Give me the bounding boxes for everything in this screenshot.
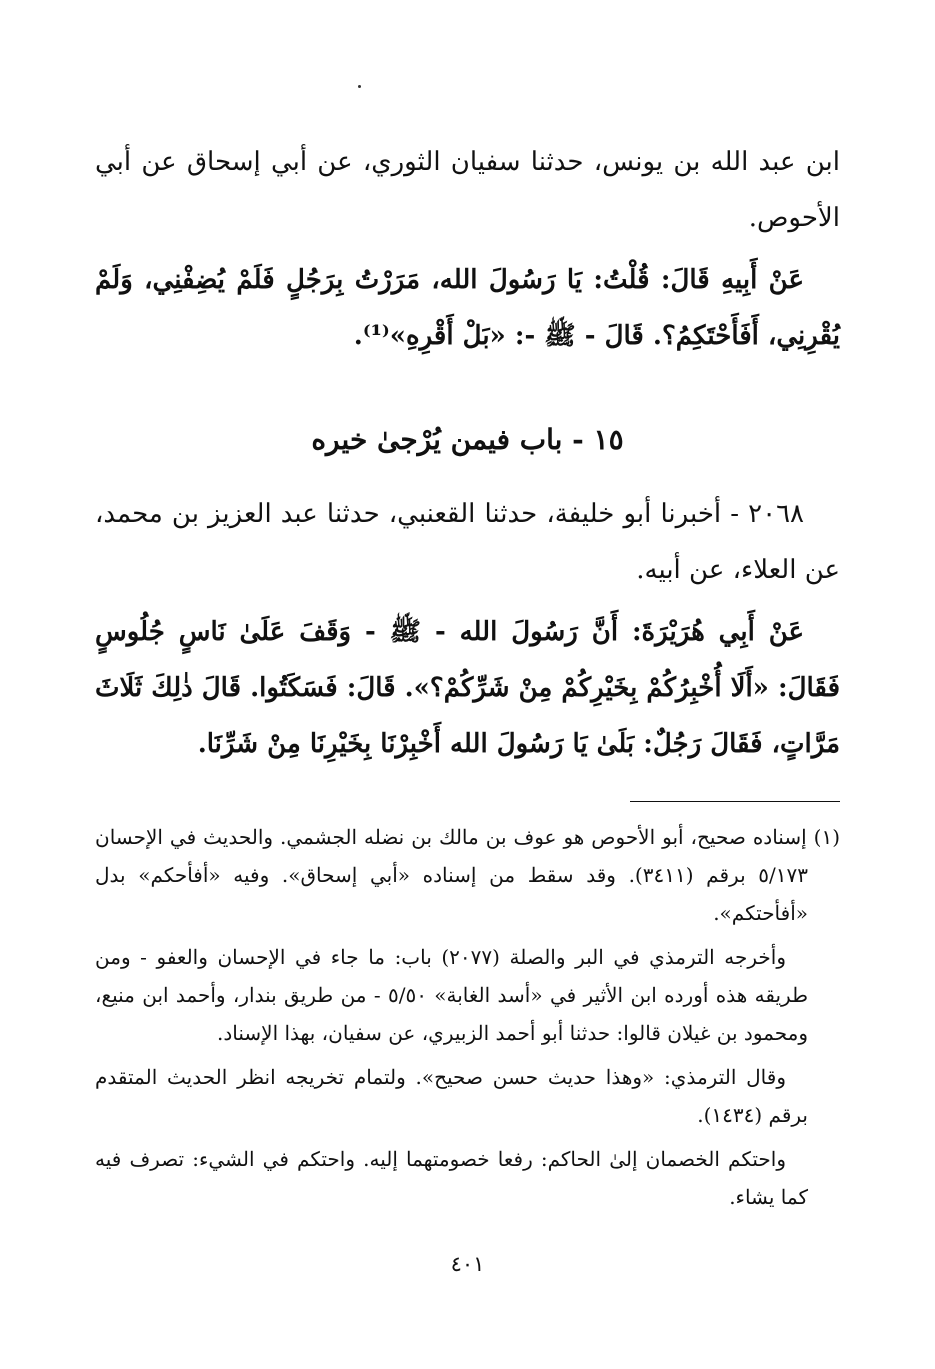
footnotes	[95, 818, 840, 1222]
footnote-paragraph-3: وقال الترمذي: «وهذا حديث حسن صحيح». ولتمام تخريجه انظر الحديث المتقدم برقم (١٤٣٤).	[95, 1065, 808, 1127]
hadith-isnad: ٢٠٦٨ - أخبرنا أبو خليفة، حدثنا القعنبي، حدثنا عبد العزيز بن محمد، عن العلاء، عن أبيه.	[95, 499, 840, 585]
print-speck	[358, 85, 361, 88]
footnote-paragraph-2: وأخرجه الترمذي في البر والصلة (٢٠٧٧) باب: ما جاء في الإحسان والعفو - ومن طريقه هذه أورده ابن الأثير في «أسد الغابة» ٥/٥٠ - من طريق بندار، وأحمد ابن منيع، ومحمود بن غيلان قالوا: حدثنا أبو أحمد الزبيري، عن سفيان، بهذا الإسناد.	[95, 945, 808, 1045]
hadith-matn: عَنْ أَبِي هُرَيْرَةَ: أَنَّ رَسُولَ الله - ﷺ - وَقَفَ عَلَىٰ نَاسٍ جُلُوسٍ فَقَالَ: «أَلَا أُخْبِرُكُمْ بِخَيْرِكُمْ مِنْ شَرِّكُمْ؟». قَالَ: فَسَكَتُوا. قَالَ ذٰلِكَ ثَلَاثَ مَرَّاتٍ، فَقَالَ رَجُلٌ: بَلَىٰ يَا رَسُولَ الله أَخْبِرْنَا بِخَيْرِنَا مِنْ شَرِّنَا.	[95, 617, 840, 759]
chapter-heading: ١٥ - باب فيمن يُرْجىٰ خيره	[311, 423, 624, 456]
footnote-paragraph-4: واحتكم الخصمان إلىٰ الحاكم: رفعا خصومتهما إليه. واحتكم في الشيء: تصرف فيه كما يشاء.	[95, 1147, 808, 1209]
hadith-2068	[95, 486, 840, 772]
isnad-continuation: ابن عبد الله بن يونس، حدثنا سفيان الثوري، عن أبي إسحاق عن أبي الأحوص.	[95, 147, 840, 233]
previous-hadith-continuation	[95, 134, 840, 364]
page-number: ٤٠١	[450, 1252, 485, 1276]
footnote-1: (١) إسناده صحيح، أبو الأحوص هو عوف بن مالك بن نضله الجشمي. والحديث في الإحسان ٥/١٧٣ برقم (٣٤١١). وقد سقط من إسناده «أبي إسحاق». وفيه «أفأحكم» بدل «أفأحتكم».	[95, 825, 840, 925]
footnote-separator	[630, 801, 840, 802]
hadith-text-top: عَنْ أَبِيهِ قَالَ: قُلْتُ: يَا رَسُولَ الله، مَرَرْتُ بِرَجُلٍ فَلَمْ يُضِفْنِي، وَلَمْ يُقْرِنِي، أَفَأَحْتَكِمُ؟. قَالَ - ﷺ -: «بَلْ أَقْرِهِ»⁽¹⁾.	[95, 265, 840, 351]
